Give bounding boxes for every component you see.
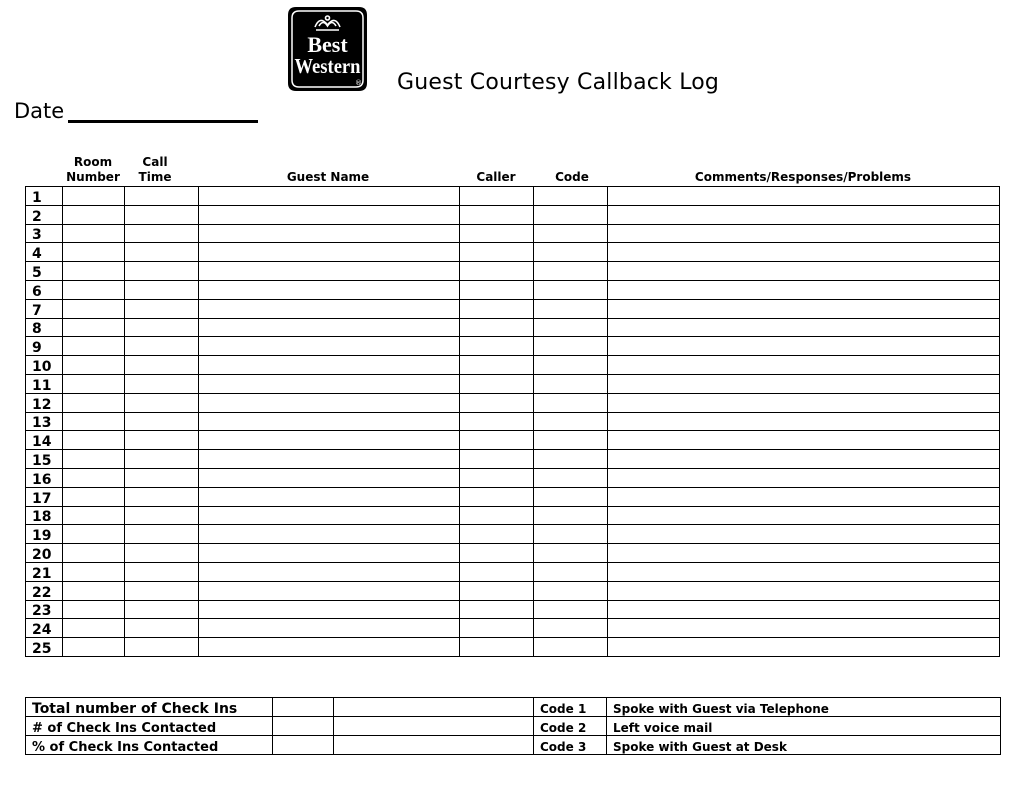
room-number-cell[interactable] bbox=[63, 224, 125, 243]
table-row bbox=[26, 638, 1000, 657]
call-time-cell[interactable] bbox=[125, 431, 199, 450]
guest-name-cell[interactable] bbox=[199, 318, 460, 337]
code-description: Spoke with Guest at Desk bbox=[607, 736, 1001, 755]
code-label: Code 2 bbox=[534, 717, 607, 736]
comments-cell[interactable] bbox=[608, 487, 1000, 506]
caller-cell[interactable] bbox=[460, 412, 534, 431]
code-cell[interactable] bbox=[534, 280, 608, 299]
caller-cell[interactable] bbox=[460, 224, 534, 243]
caller-cell[interactable] bbox=[460, 638, 534, 657]
call-time-cell[interactable] bbox=[125, 205, 199, 224]
table-row bbox=[26, 356, 1000, 375]
table-row bbox=[26, 243, 1000, 262]
room-number-cell[interactable] bbox=[63, 262, 125, 281]
code-cell[interactable] bbox=[534, 487, 608, 506]
stat-value-cell[interactable] bbox=[334, 698, 534, 717]
row-number: 17 bbox=[26, 487, 63, 506]
code-cell[interactable] bbox=[534, 243, 608, 262]
stat-value-cell[interactable] bbox=[273, 717, 334, 736]
caller-cell[interactable] bbox=[460, 468, 534, 487]
room-number-cell[interactable] bbox=[63, 280, 125, 299]
caller-cell[interactable] bbox=[460, 280, 534, 299]
guest-name-cell[interactable] bbox=[199, 562, 460, 581]
code-cell[interactable] bbox=[534, 412, 608, 431]
comments-cell[interactable] bbox=[608, 431, 1000, 450]
call-time-cell[interactable] bbox=[125, 619, 199, 638]
stat-value-cell[interactable] bbox=[334, 736, 534, 755]
guest-name-cell[interactable] bbox=[199, 525, 460, 544]
comments-cell[interactable] bbox=[608, 356, 1000, 375]
best-western-logo bbox=[280, 5, 375, 93]
code-description: Left voice mail bbox=[607, 717, 1001, 736]
caller-cell[interactable] bbox=[460, 544, 534, 563]
call-time-cell[interactable] bbox=[125, 280, 199, 299]
header-call-time: Call Time bbox=[138, 155, 172, 184]
guest-name-cell[interactable] bbox=[199, 412, 460, 431]
row-number: 21 bbox=[26, 562, 63, 581]
row-number: 16 bbox=[26, 468, 63, 487]
code-cell[interactable] bbox=[534, 356, 608, 375]
guest-name-cell[interactable] bbox=[199, 243, 460, 262]
code-cell[interactable] bbox=[534, 581, 608, 600]
comments-cell[interactable] bbox=[608, 299, 1000, 318]
row-number: 3 bbox=[26, 224, 63, 243]
table-row bbox=[26, 412, 1000, 431]
code-cell[interactable] bbox=[534, 431, 608, 450]
call-time-cell[interactable] bbox=[125, 337, 199, 356]
call-time-cell[interactable] bbox=[125, 638, 199, 657]
code-cell[interactable] bbox=[534, 562, 608, 581]
room-number-cell[interactable] bbox=[63, 318, 125, 337]
room-number-cell[interactable] bbox=[63, 638, 125, 657]
comments-cell[interactable] bbox=[608, 581, 1000, 600]
summary-row bbox=[26, 717, 1001, 736]
caller-cell[interactable] bbox=[460, 581, 534, 600]
code-cell[interactable] bbox=[534, 619, 608, 638]
svg-text:Western: Western bbox=[294, 54, 361, 78]
row-number: 8 bbox=[26, 318, 63, 337]
table-row bbox=[26, 619, 1000, 638]
table-row bbox=[26, 562, 1000, 581]
room-number-cell[interactable] bbox=[63, 374, 125, 393]
guest-name-cell[interactable] bbox=[199, 638, 460, 657]
table-row bbox=[26, 299, 1000, 318]
table-row bbox=[26, 525, 1000, 544]
comments-cell[interactable] bbox=[608, 280, 1000, 299]
comments-cell[interactable] bbox=[608, 243, 1000, 262]
header-room-number: Room Number bbox=[66, 155, 120, 184]
call-time-cell[interactable] bbox=[125, 224, 199, 243]
row-number: 13 bbox=[26, 412, 63, 431]
stat-value-cell[interactable] bbox=[273, 736, 334, 755]
room-number-cell[interactable] bbox=[63, 600, 125, 619]
code-cell[interactable] bbox=[534, 525, 608, 544]
caller-cell[interactable] bbox=[460, 356, 534, 375]
room-number-cell[interactable] bbox=[63, 412, 125, 431]
date-label: Date bbox=[14, 99, 65, 123]
comments-cell[interactable] bbox=[608, 544, 1000, 563]
row-number: 23 bbox=[26, 600, 63, 619]
guest-name-cell[interactable] bbox=[199, 337, 460, 356]
guest-name-cell[interactable] bbox=[199, 468, 460, 487]
row-number: 4 bbox=[26, 243, 63, 262]
call-time-cell[interactable] bbox=[125, 393, 199, 412]
room-number-cell[interactable] bbox=[63, 544, 125, 563]
row-number: 2 bbox=[26, 205, 63, 224]
table-row bbox=[26, 337, 1000, 356]
comments-cell[interactable] bbox=[608, 412, 1000, 431]
call-time-cell[interactable] bbox=[125, 262, 199, 281]
call-time-cell[interactable] bbox=[125, 544, 199, 563]
code-cell[interactable] bbox=[534, 262, 608, 281]
comments-cell[interactable] bbox=[608, 450, 1000, 469]
table-row bbox=[26, 431, 1000, 450]
guest-name-cell[interactable] bbox=[199, 356, 460, 375]
guest-name-cell[interactable] bbox=[199, 280, 460, 299]
caller-cell[interactable] bbox=[460, 431, 534, 450]
row-number: 11 bbox=[26, 374, 63, 393]
comments-cell[interactable] bbox=[608, 393, 1000, 412]
page-title: Guest Courtesy Callback Log bbox=[397, 70, 720, 95]
call-time-cell[interactable] bbox=[125, 243, 199, 262]
comments-cell[interactable] bbox=[608, 205, 1000, 224]
call-time-cell[interactable] bbox=[125, 581, 199, 600]
call-time-cell[interactable] bbox=[125, 450, 199, 469]
code-description: Spoke with Guest via Telephone bbox=[607, 698, 1001, 717]
room-number-cell[interactable] bbox=[63, 506, 125, 525]
table-row bbox=[26, 205, 1000, 224]
code-cell[interactable] bbox=[534, 187, 608, 206]
room-number-cell[interactable] bbox=[63, 468, 125, 487]
room-number-cell[interactable] bbox=[63, 243, 125, 262]
comments-cell[interactable] bbox=[608, 187, 1000, 206]
row-number: 25 bbox=[26, 638, 63, 657]
code-cell[interactable] bbox=[534, 374, 608, 393]
code-cell[interactable] bbox=[534, 638, 608, 657]
guest-name-cell[interactable] bbox=[199, 393, 460, 412]
table-row bbox=[26, 487, 1000, 506]
table-row bbox=[26, 187, 1000, 206]
guest-name-cell[interactable] bbox=[199, 544, 460, 563]
stat-label: % of Check Ins Contacted bbox=[26, 736, 273, 755]
call-time-cell[interactable] bbox=[125, 600, 199, 619]
comments-cell[interactable] bbox=[608, 619, 1000, 638]
row-number: 19 bbox=[26, 525, 63, 544]
guest-name-cell[interactable] bbox=[199, 224, 460, 243]
call-time-cell[interactable] bbox=[125, 525, 199, 544]
caller-cell[interactable] bbox=[460, 450, 534, 469]
header-caller: Caller bbox=[476, 170, 516, 184]
caller-cell[interactable] bbox=[460, 562, 534, 581]
row-number: 22 bbox=[26, 581, 63, 600]
code-cell[interactable] bbox=[534, 205, 608, 224]
row-number: 9 bbox=[26, 337, 63, 356]
comments-cell[interactable] bbox=[608, 468, 1000, 487]
guest-name-cell[interactable] bbox=[199, 262, 460, 281]
stat-label: Total number of Check Ins bbox=[26, 698, 273, 717]
code-cell[interactable] bbox=[534, 224, 608, 243]
call-time-cell[interactable] bbox=[125, 374, 199, 393]
row-number: 18 bbox=[26, 506, 63, 525]
room-number-cell[interactable] bbox=[63, 337, 125, 356]
table-row bbox=[26, 374, 1000, 393]
summary-row bbox=[26, 736, 1001, 755]
guest-name-cell[interactable] bbox=[199, 205, 460, 224]
room-number-cell[interactable] bbox=[63, 562, 125, 581]
code-cell[interactable] bbox=[534, 506, 608, 525]
caller-cell[interactable] bbox=[460, 506, 534, 525]
table-row bbox=[26, 468, 1000, 487]
row-number: 12 bbox=[26, 393, 63, 412]
header-guest-name: Guest Name bbox=[286, 170, 370, 184]
table-row bbox=[26, 600, 1000, 619]
table-row bbox=[26, 544, 1000, 563]
guest-name-cell[interactable] bbox=[199, 374, 460, 393]
room-number-cell[interactable] bbox=[63, 393, 125, 412]
row-number: 6 bbox=[26, 280, 63, 299]
call-time-cell[interactable] bbox=[125, 356, 199, 375]
room-number-cell[interactable] bbox=[63, 525, 125, 544]
code-cell[interactable] bbox=[534, 299, 608, 318]
room-number-cell[interactable] bbox=[63, 205, 125, 224]
room-number-cell[interactable] bbox=[63, 487, 125, 506]
caller-cell[interactable] bbox=[460, 299, 534, 318]
table-row bbox=[26, 450, 1000, 469]
comments-cell[interactable] bbox=[608, 374, 1000, 393]
caller-cell[interactable] bbox=[460, 393, 534, 412]
comments-cell[interactable] bbox=[608, 506, 1000, 525]
room-number-cell[interactable] bbox=[63, 187, 125, 206]
call-time-cell[interactable] bbox=[125, 487, 199, 506]
stat-value-cell[interactable] bbox=[334, 717, 534, 736]
call-time-cell[interactable] bbox=[125, 299, 199, 318]
guest-name-cell[interactable] bbox=[199, 506, 460, 525]
table-row bbox=[26, 506, 1000, 525]
comments-cell[interactable] bbox=[608, 224, 1000, 243]
comments-cell[interactable] bbox=[608, 638, 1000, 657]
header-comments: Comments/Responses/Problems bbox=[694, 170, 912, 184]
row-number: 24 bbox=[26, 619, 63, 638]
code-label: Code 1 bbox=[534, 698, 607, 717]
row-number: 5 bbox=[26, 262, 63, 281]
caller-cell[interactable] bbox=[460, 600, 534, 619]
table-row bbox=[26, 262, 1000, 281]
code-label: Code 3 bbox=[534, 736, 607, 755]
table-row bbox=[26, 393, 1000, 412]
guest-name-cell[interactable] bbox=[199, 187, 460, 206]
call-time-cell[interactable] bbox=[125, 468, 199, 487]
row-number: 14 bbox=[26, 431, 63, 450]
room-number-cell[interactable] bbox=[63, 299, 125, 318]
guest-name-cell[interactable] bbox=[199, 431, 460, 450]
summary-row bbox=[26, 698, 1001, 717]
call-time-cell[interactable] bbox=[125, 412, 199, 431]
caller-cell[interactable] bbox=[460, 205, 534, 224]
code-cell[interactable] bbox=[534, 450, 608, 469]
stat-label: # of Check Ins Contacted bbox=[26, 717, 273, 736]
comments-cell[interactable] bbox=[608, 318, 1000, 337]
guest-name-cell[interactable] bbox=[199, 600, 460, 619]
room-number-cell[interactable] bbox=[63, 619, 125, 638]
summary-table bbox=[25, 697, 1001, 755]
table-row bbox=[26, 280, 1000, 299]
comments-cell[interactable] bbox=[608, 525, 1000, 544]
comments-cell[interactable] bbox=[608, 562, 1000, 581]
code-cell[interactable] bbox=[534, 468, 608, 487]
caller-cell[interactable] bbox=[460, 487, 534, 506]
row-number: 7 bbox=[26, 299, 63, 318]
code-cell[interactable] bbox=[534, 600, 608, 619]
date-field[interactable] bbox=[68, 120, 258, 123]
code-cell[interactable] bbox=[534, 544, 608, 563]
call-time-cell[interactable] bbox=[125, 318, 199, 337]
room-number-cell[interactable] bbox=[63, 431, 125, 450]
svg-text:Best: Best bbox=[307, 32, 348, 57]
caller-cell[interactable] bbox=[460, 187, 534, 206]
code-cell[interactable] bbox=[534, 393, 608, 412]
header-code: Code bbox=[555, 170, 589, 184]
row-number: 1 bbox=[26, 187, 63, 206]
callback-log-table bbox=[25, 186, 1000, 657]
guest-name-cell[interactable] bbox=[199, 619, 460, 638]
row-number: 20 bbox=[26, 544, 63, 563]
table-row bbox=[26, 581, 1000, 600]
guest-name-cell[interactable] bbox=[199, 487, 460, 506]
comments-cell[interactable] bbox=[608, 337, 1000, 356]
call-time-cell[interactable] bbox=[125, 187, 199, 206]
caller-cell[interactable] bbox=[460, 337, 534, 356]
caller-cell[interactable] bbox=[460, 619, 534, 638]
room-number-cell[interactable] bbox=[63, 356, 125, 375]
caller-cell[interactable] bbox=[460, 374, 534, 393]
code-cell[interactable] bbox=[534, 337, 608, 356]
guest-name-cell[interactable] bbox=[199, 299, 460, 318]
comments-cell[interactable] bbox=[608, 262, 1000, 281]
caller-cell[interactable] bbox=[460, 262, 534, 281]
caller-cell[interactable] bbox=[460, 525, 534, 544]
table-row bbox=[26, 318, 1000, 337]
code-cell[interactable] bbox=[534, 318, 608, 337]
table-row bbox=[26, 224, 1000, 243]
row-number: 15 bbox=[26, 450, 63, 469]
guest-name-cell[interactable] bbox=[199, 581, 460, 600]
call-time-cell[interactable] bbox=[125, 506, 199, 525]
row-number: 10 bbox=[26, 356, 63, 375]
comments-cell[interactable] bbox=[608, 600, 1000, 619]
room-number-cell[interactable] bbox=[63, 450, 125, 469]
room-number-cell[interactable] bbox=[63, 581, 125, 600]
caller-cell[interactable] bbox=[460, 243, 534, 262]
guest-name-cell[interactable] bbox=[199, 450, 460, 469]
caller-cell[interactable] bbox=[460, 318, 534, 337]
stat-value-cell[interactable] bbox=[273, 698, 334, 717]
svg-text:®: ® bbox=[355, 79, 362, 87]
call-time-cell[interactable] bbox=[125, 562, 199, 581]
